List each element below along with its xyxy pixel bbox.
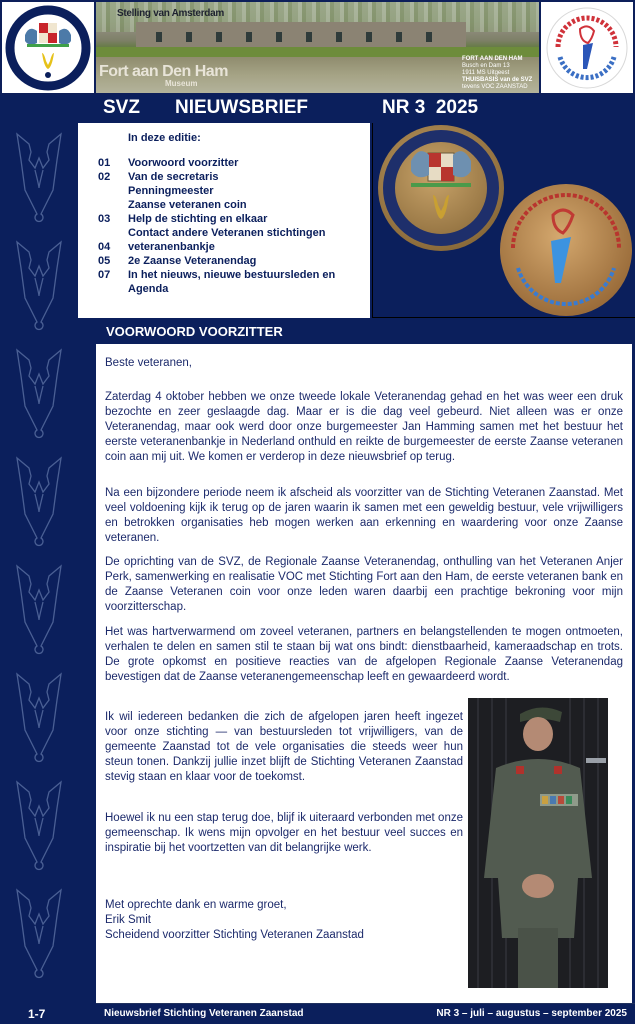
v-emblem-icon [13,130,65,226]
page-number: 1-7 [28,1007,46,1021]
v-emblem-icon [13,346,65,442]
svz-emblem-icon [5,5,91,91]
signature-title: Scheidend voorzitter Stichting Veteranen Zaanstad [105,929,364,941]
paragraph: De oprichting van de SVZ, de Regionale Zaanse Veteranendag, onthulling van het Veteranen Anjer Perk, samenwerking en realisatie VOC met Stichting Fort aan den Ham, de eerste veteranen bank en de Zaanse Veteranen coin voor onze leden waren daarbij een prachtige bekroning voor mijn voorzitterschap. [105,556,623,613]
newsletter-titlebar [0,95,635,123]
table-of-contents [78,123,370,318]
footer-bar [96,1003,635,1024]
v-emblem-icon [13,670,65,766]
decorative-sidebar [0,123,78,1003]
fort-banner-image [96,2,539,93]
chairman-portrait-photo [468,698,608,988]
paragraph: Na een bijzondere periode neem ik afscheid als voorzitter van de Stichting Veteranen Zaanstad. Met veel voldoening kijk ik terug op de jaren waarin ik samen met een geweldig bestuur, vele vrijwilligers en betrokken organisaties heb mogen werken aan erkenning en waardering voor onze Zaanse veteranen. [105,487,623,544]
v-emblem-icon [13,886,65,982]
toc-item[interactable]: 05 2e Zaanse Veteranendag [98,255,257,267]
toc-item[interactable]: 04 veteranenbankje [98,241,215,253]
signature-name: Erik Smit [105,914,151,926]
toc-heading: In deze editie: [128,132,201,144]
paragraph: Het was hartverwarmend om zoveel veteranen, partners en belangstellenden te mogen ontmoeten, verhalen te delen en samen stil te staan bij wat ons bindt: dienstbaarheid, kameraadschap en trots. De grote opkomst en positieve reacties van de afgelopen Regionale Zaanse Veteranendag bevestigen dat de Zaanse veteranengemeenschap leeft en gewaardeerd wordt. [105,626,623,683]
veteran-coins-image [372,123,635,318]
toc-item[interactable]: 01 Voorwoord voorzitter [98,157,239,169]
v-emblem-icon [13,238,65,334]
toc-item[interactable]: Penningmeester [128,185,214,197]
veteran-torch-logo [541,2,633,93]
toc-item[interactable]: 03 Help de stichting en elkaar [98,213,268,225]
org-abbrev: SVZ [103,97,140,118]
toc-item[interactable]: Zaanse veteranen coin [128,199,247,211]
footer-publication: Nieuwsbrief Stichting Veteranen Zaanstad [104,1008,304,1019]
closing: Met oprechte dank en warme groet, [105,899,287,911]
toc-item[interactable]: Contact andere Veteranen stichtingen [128,227,326,239]
toc-item[interactable]: 07 In het nieuws, nieuwe bestuursleden en [98,269,336,281]
v-emblem-icon [13,562,65,658]
footer-issue-period: NR 3 – juli – augustus – september 2025 [436,1008,627,1019]
banner-address: FORT AAN DEN HAM Busch en Dam 13 1911 MS Uitgeest THUISBASIS van de SVZ tevens VOC ZAANSTAD [462,56,533,90]
toc-item[interactable]: 02 Van de secretaris [98,171,219,183]
paragraph: Zaterdag 4 oktober hebben we onze tweede lokale Veteranendag gehad en het was weer een druk bezochte en zeer geslaagde dag. Maar er is die dag veel gebeurd. Niet alleen was er onze Veteranendag, maar ook werd door onze burgemeester Jan Hamming samen met het bestuur het eerste veteranenbankje in Nederland onthuld en reikte de burgemeester de eerste Zaanse veteranen coin aan mij uit. We komen er verderop in deze nieuwsbrief op terug. [105,391,623,463]
newsletter-title: NIEUWSBRIEF [175,97,308,118]
issue-number: NR 3 2025 [382,97,479,118]
svz-logo [2,2,94,93]
header [0,0,635,95]
coins-icon [373,123,635,318]
torch-emblem-icon [544,5,630,91]
paragraph: Hoewel ik nu een stap terug doe, blijf ik uiteraard verbonden met onze gemeenschap. Ik wens mijn opvolger en het bestuur veel succes en inspiratie bij het voortzetten van dit belangrijke werk. [105,812,463,854]
v-emblem-icon [13,454,65,550]
section-heading-bar [96,318,635,344]
banner-title-sub: Museum [165,79,198,88]
paragraph: Ik wil iedereen bedanken die zich de afgelopen jaren heeft ingezet voor onze stichting — van bestuursleden tot vrijwilligers, van de gemeente Zaanstad tot de vele organisaties die steeds weer hun steun tonen. Dankzij jullie inzet blijft de Stichting Veteranen Zaanstad stevig staan en klaar voor de toekomst. [105,711,463,783]
person-photo-icon [468,698,608,988]
toc-item[interactable]: Agenda [128,283,169,295]
banner-title-top: Stelling van Amsterdam [117,8,224,19]
section-heading: VOORWOORD VOORZITTER [106,324,283,339]
banner-title-main: Fort aan Den Ham [99,63,228,80]
v-emblem-icon [13,778,65,874]
article-body [96,344,632,1003]
greeting: Beste veteranen, [105,357,192,369]
